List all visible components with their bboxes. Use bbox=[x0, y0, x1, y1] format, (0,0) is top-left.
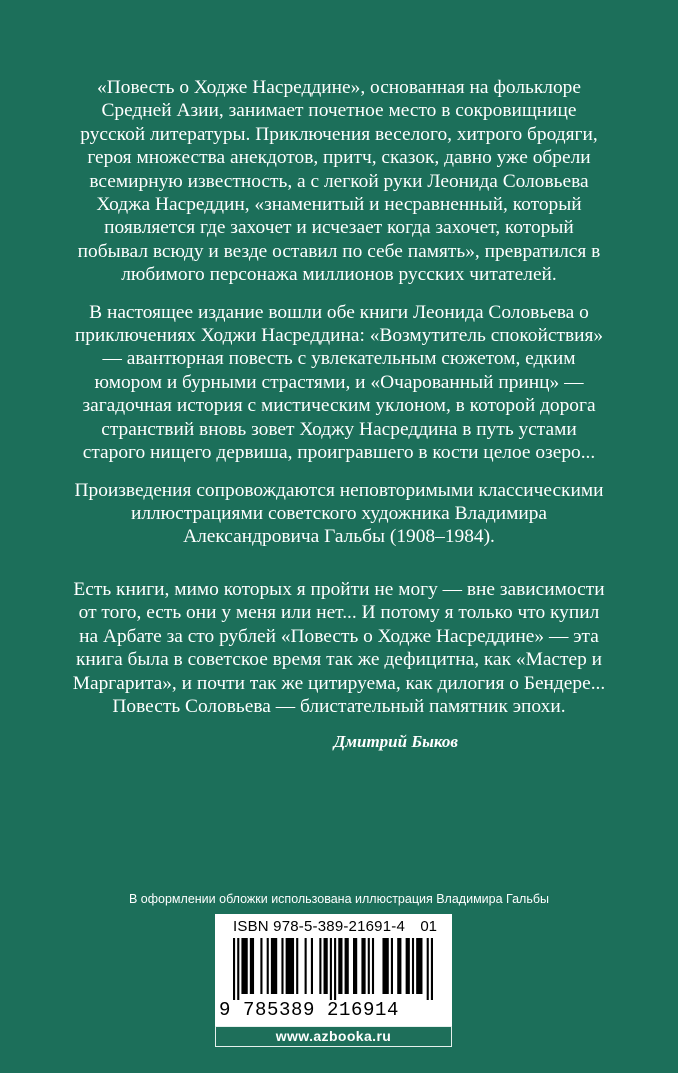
review-quote bbox=[70, 578, 608, 754]
barcode-bar-16 bbox=[338, 938, 342, 994]
barcode-bar-6 bbox=[271, 938, 277, 994]
annotation-paragraph-1: «Повесть о Ходже Насреддине», основанная на фольклоре Средней Азии, занимает почетное место в сокровищнице русской литературы. Приключения веселого, хитрого бродяги, героя множества анекдотов, притч, сказок, давно уже обрели всемирную известность, а с легкой руки Леонида Соловьева Ходжа Насреддин, «знаменитый и несравненный, который появляется где захочет и исчезает когда захочет, который побывал всюду и везде оставил по себе память», превратился в любимого персонажа миллионов русских читателей. bbox=[77, 77, 601, 286]
isbn-suffix: 01 bbox=[420, 918, 437, 935]
barcode-bar-14 bbox=[330, 938, 332, 1000]
barcode-bar-9 bbox=[296, 938, 298, 994]
quote-author: Дмитрий Быков bbox=[333, 732, 458, 752]
barcode-bar-25 bbox=[406, 938, 410, 994]
barcode-bar-7 bbox=[281, 938, 283, 994]
barcode-bar-27 bbox=[416, 938, 422, 994]
quote-text: Есть книги, мимо которых я пройти не могу — вне зависимости от того, есть они у меня или нет... И потому я только что купил на Арбате за сто рублей «Повесть о Ходже Насреддине» — эта книга была в советское время так же дефицитна, как «Мастер и Маргарита», и почти так же цитируема, как дилогия о Бендере... Повесть Соловьева — блистательный памятник эпохи. bbox=[72, 579, 606, 718]
barcode-bar-21 bbox=[372, 938, 374, 994]
barcode-bar-19 bbox=[361, 938, 365, 994]
barcode-bar-0 bbox=[233, 938, 235, 1000]
barcode-bar-3 bbox=[250, 938, 254, 994]
barcode-bar-22 bbox=[382, 938, 388, 994]
annotation-paragraph-3: Произведения сопровождаются неповторимыми классическими иллюстрациями советского художника Владимира Александровича Гальбы (1908–1984). bbox=[74, 479, 604, 548]
barcode-bar-1 bbox=[237, 938, 239, 1000]
barcode-bar-15 bbox=[334, 938, 336, 1000]
barcode-bar-4 bbox=[260, 938, 262, 994]
barcode-bar-26 bbox=[412, 938, 414, 994]
barcode-bar-12 bbox=[319, 938, 321, 994]
barcode-bar-29 bbox=[431, 938, 433, 1000]
isbn-label: ISBN 978-5-389-21691-4 bbox=[233, 918, 406, 935]
barcode-bar-5 bbox=[267, 938, 269, 994]
barcode-bar-23 bbox=[391, 938, 393, 994]
barcode-bar-2 bbox=[241, 938, 247, 994]
barcode-bar-13 bbox=[324, 938, 328, 994]
cover-illustration-credits: В оформлении обложки использована иллюстрация Владимира Гальбы bbox=[128, 892, 549, 906]
barcode-bar-8 bbox=[286, 938, 294, 994]
annotation-paragraph-2: В настоящее издание вошли обе книги Леонида Соловьева о приключениях Ходжи Насреддина: «Возмутитель спокойствия» — авантюрная повесть с увлекательным сюжетом, едким юмором и бурными страстями, и «Очарованный принц» — загадочная история с мистическим уклоном, в которой дорога странствий вновь зовет Ходжу Насреддина в путь устами старого нищего дервиша, проигравшего в кости целое озеро... bbox=[74, 301, 604, 464]
barcode-bars bbox=[233, 938, 433, 1000]
barcode-bar-24 bbox=[397, 938, 401, 994]
barcode-bar-18 bbox=[353, 938, 357, 994]
barcode-bar-10 bbox=[305, 938, 307, 994]
annotation-block bbox=[70, 76, 608, 563]
isbn-barcode bbox=[215, 914, 452, 1026]
barcode-bar-28 bbox=[427, 938, 429, 1000]
barcode-bar-11 bbox=[311, 938, 313, 994]
barcode-bar-17 bbox=[345, 938, 349, 994]
ean-digits: 9 785389 216914 bbox=[219, 999, 400, 1021]
publisher-website[interactable]: www.azbooka.ru bbox=[215, 1026, 452, 1047]
barcode-bar-20 bbox=[368, 938, 370, 994]
